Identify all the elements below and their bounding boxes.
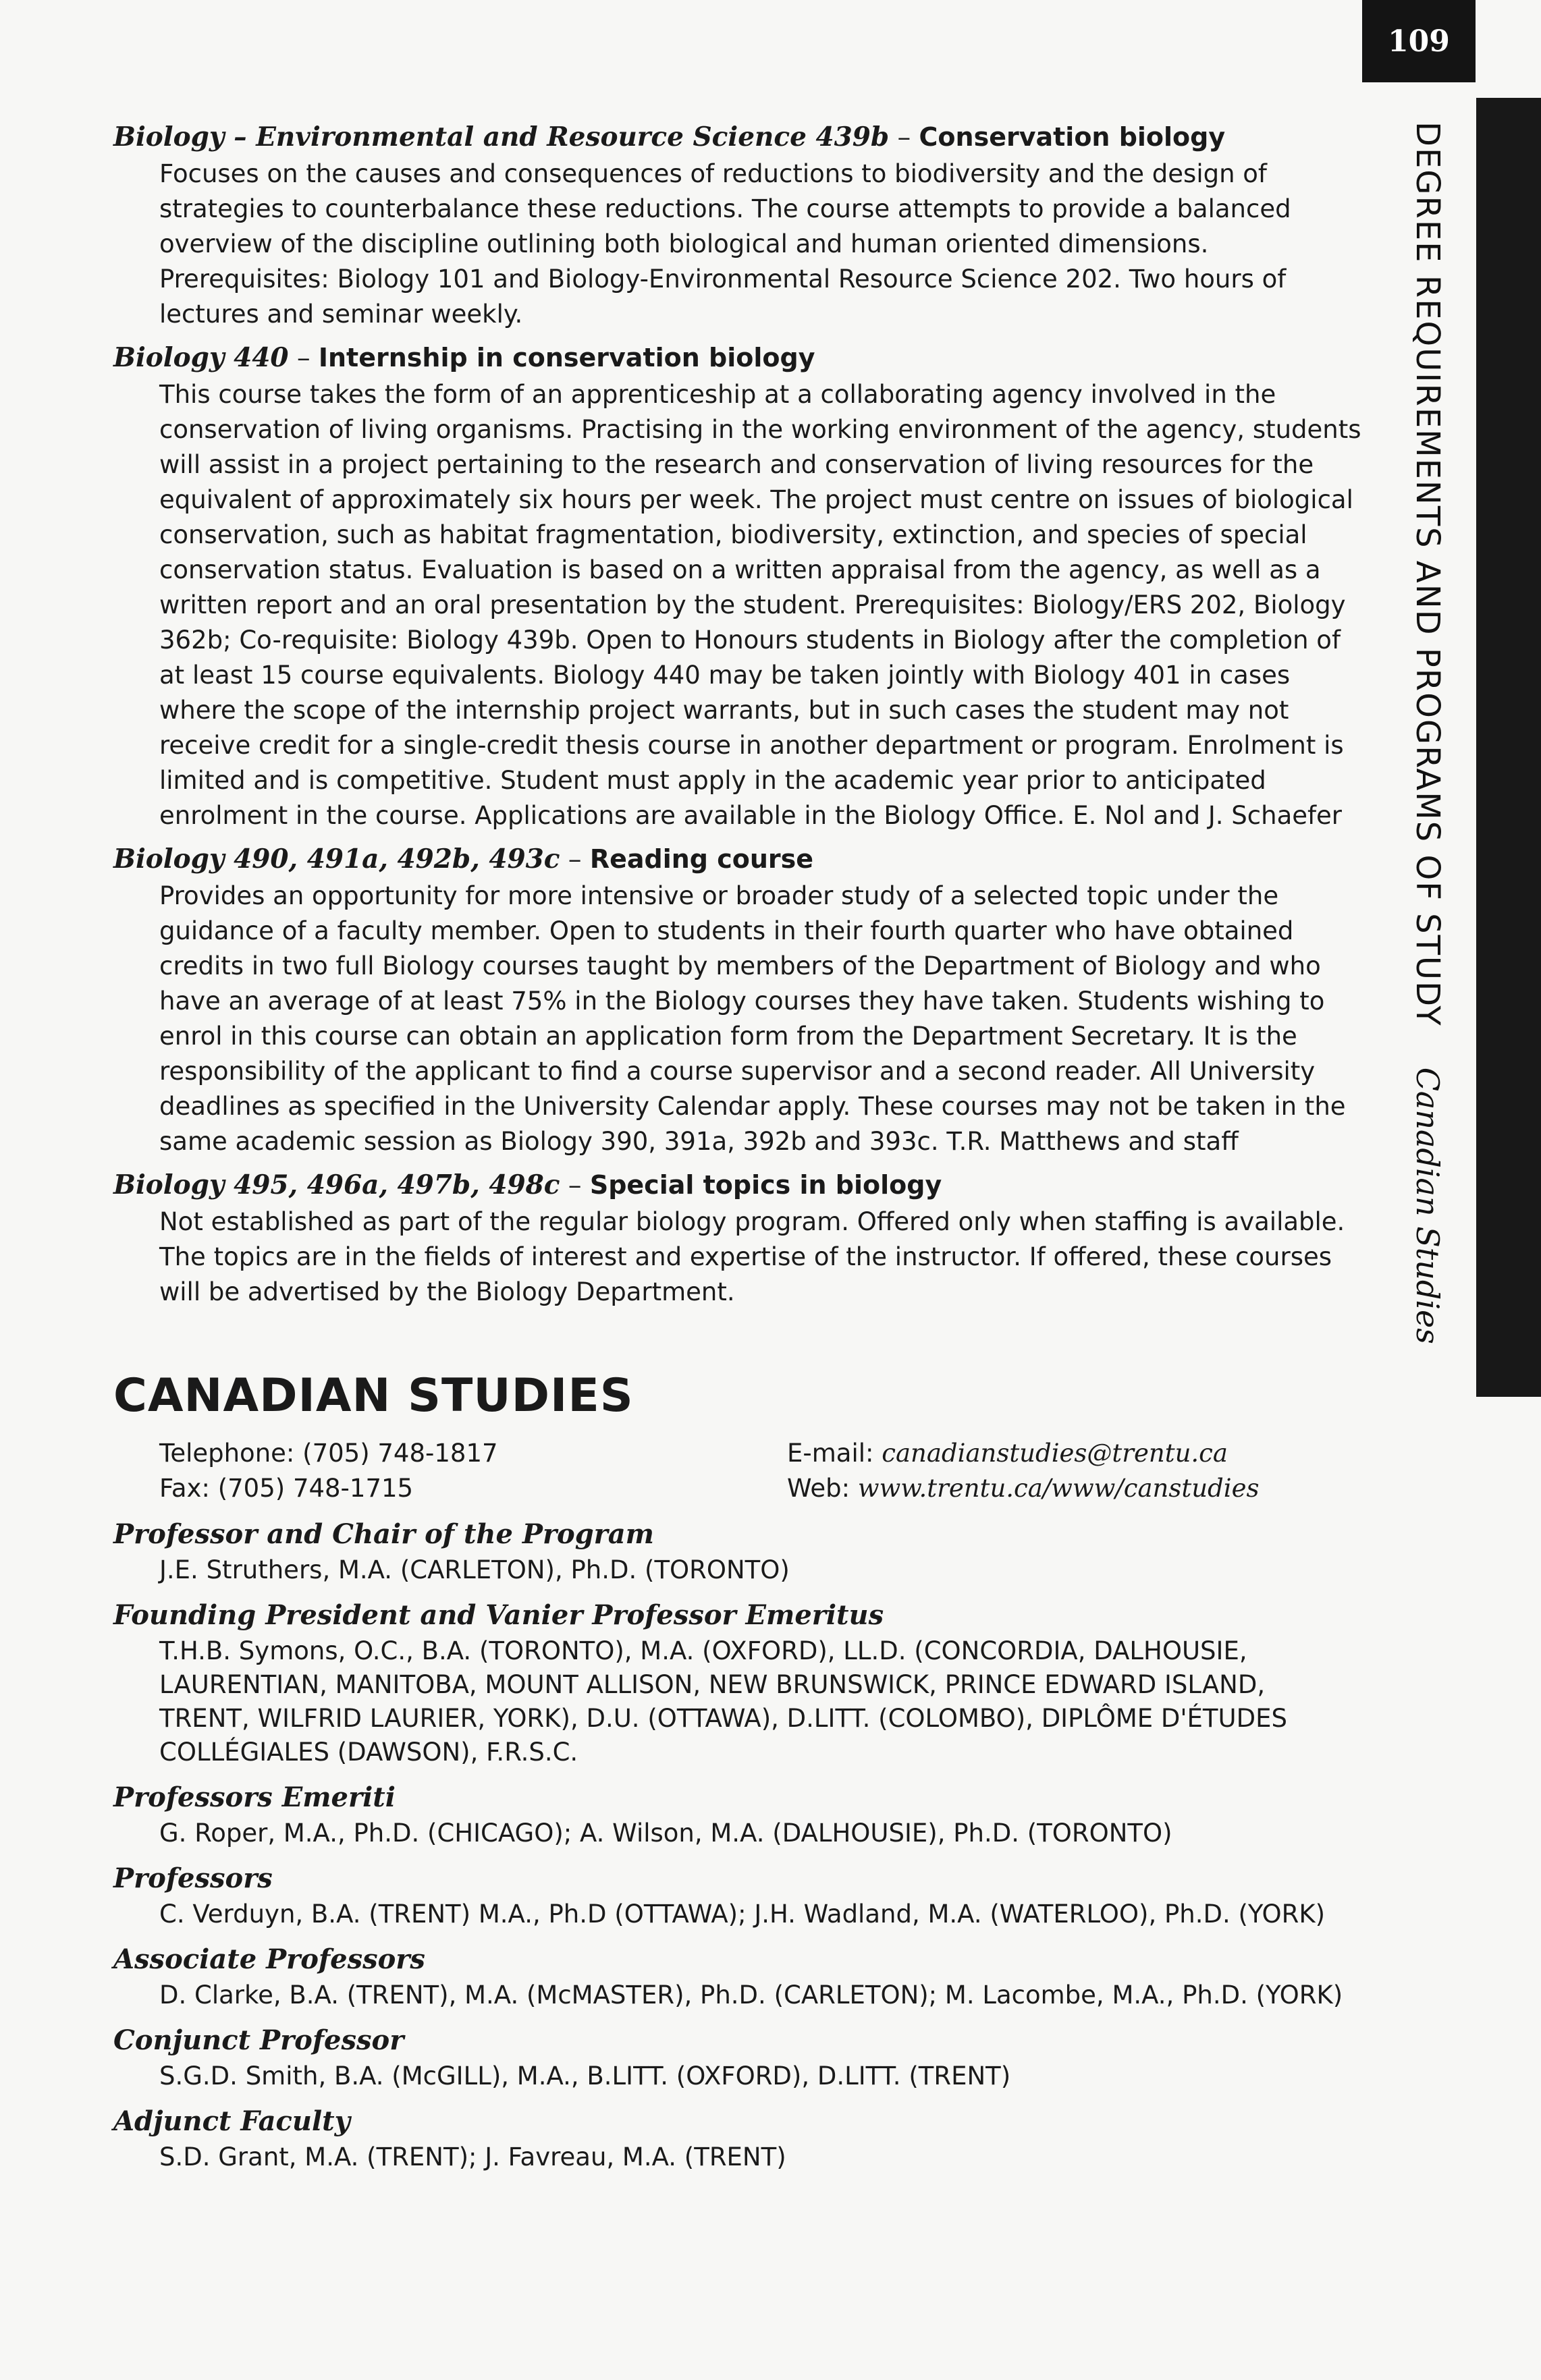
side-running-heading (1394, 121, 1461, 1397)
faculty-role: Professors (113, 1862, 273, 1894)
section-title: CANADIAN STUDIES (113, 1369, 634, 1422)
side-heading-subtitle: Canadian Studies (1409, 1067, 1446, 1344)
telephone-value: (705) 748-1817 (302, 1439, 498, 1468)
course-code: Biology – Environmental and Resource Science 439b (113, 121, 890, 153)
email-line (787, 1436, 1347, 1471)
faculty-list (113, 1516, 1362, 2174)
faculty-role: Associate Professors (113, 1943, 425, 1975)
course-title: Reading course (589, 844, 814, 874)
course-heading: Biology – Environmental and Resource Science 439b – Conservation biology (113, 121, 1226, 153)
course-heading: Biology 495, 496a, 497b, 498c – Special topics in biology (113, 1169, 942, 1200)
telephone-label: Telephone: (159, 1439, 295, 1468)
course-description: Provides an opportunity for more intensive or broader study of a selected topic under the guidance of a faculty member. Open to students in their fourth quarter who have obtained credits in two full Biology courses taught by members of the Department of Biology and who have an average of at least 75% in the Biology courses they have taken. Students wishing to enrol in this course can obtain an application form from the Department Secretary. It is the responsibility of the applicant to find a course supervisor and a second reader. All University deadlines as specified in the University Calendar apply. These courses may not be taken in the same academic session as Biology 390, 391a, 392b and 393c. T.R. Matthews and staff (159, 881, 1346, 1156)
telephone-line (159, 1436, 787, 1471)
email-label: E-mail: (787, 1439, 874, 1468)
course-heading: Biology 440 – Internship in conservation biology (113, 342, 815, 373)
course-description: Not established as part of the regular biology program. Offered only when staffing is available. The topics are in the fields of interest and expertise of the instructor. If offered, these courses will be advertised by the Biology Department. (159, 1207, 1345, 1306)
faculty-role: Professor and Chair of the Program (113, 1518, 654, 1550)
web-line (787, 1471, 1347, 1506)
faculty-role: Adjunct Faculty (113, 2105, 350, 2137)
side-tab-bar (1476, 98, 1541, 1397)
contact-info (159, 1436, 1362, 1506)
course-heading: Biology 490, 491a, 492b, 493c – Reading course (113, 843, 814, 875)
course-title: Internship in conservation biology (318, 343, 815, 372)
course-title: Conservation biology (919, 122, 1226, 152)
faculty-people: S.D. Grant, M.A. (TRENT); J. Favreau, M.A. (TRENT) (159, 2142, 786, 2171)
course-title: Special topics in biology (589, 1170, 942, 1200)
fax-line (159, 1471, 787, 1506)
course-code: Biology 490, 491a, 492b, 493c (113, 843, 560, 875)
course-description: Focuses on the causes and consequences of reductions to biodiversity and the design of strategies to counterbalance these reductions. The course attempts to provide a balanced overview of the discipline outlining both biological and human oriented dimensions. Prerequisites: Biology 101 and Biology-Environmental Resource Science 202. Two hours of lectures and seminar weekly. (159, 159, 1291, 329)
faculty-people: C. Verduyn, B.A. (TRENT) M.A., Ph.D (OTTAWA); J.H. Wadland, M.A. (WATERLOO), Ph.D. (YORK) (159, 1900, 1326, 1929)
page-content (113, 118, 1362, 2174)
email-value[interactable]: canadianstudies@trentu.ca (882, 1439, 1228, 1468)
course-description: This course takes the form of an apprenticeship at a collaborating agency involved in the conservation of living organisms. Practising in the working environment of the agency, students will assist in a project pertaining to the research and conservation of living resources for the equivalent of approximately six hours per week. The project must centre on issues of biological conservation, such as habitat fragmentation, biodiversity, extinction, and species of special conservation status. Evaluation is based on a written appraisal from the agency, as well as a written report and an oral presentation by the student. Prerequisites: Biology/ERS 202, Biology 362b; Co-requisite: Biology 439b. Open to Honours students in Biology after the completion of at least 15 course equivalents. Biology 440 may be taken jointly with Biology 401 in cases where the scope of the internship project warrants, but in such cases the student may not receive credit for a single-credit thesis course in another department or program. Enrolment is limited and is competitive. Student must apply in the academic year prior to anticipated enrolment in the course. Applications are available in the Biology Office. E. Nol and J. Schaefer (159, 380, 1361, 830)
course-entry (113, 840, 1362, 1159)
web-value[interactable]: www.trentu.ca/www/canstudies (857, 1474, 1260, 1503)
faculty-people: G. Roper, M.A., Ph.D. (CHICAGO); A. Wilson, M.A. (DALHOUSIE), Ph.D. (TORONTO) (159, 1819, 1172, 1848)
faculty-people: J.E. Struthers, M.A. (CARLETON), Ph.D. (TORONTO) (159, 1555, 790, 1584)
fax-value: (705) 748-1715 (217, 1474, 414, 1503)
web-label: Web: (787, 1474, 850, 1503)
page-number: 109 (1362, 0, 1476, 82)
course-code: Biology 495, 496a, 497b, 498c (113, 1169, 560, 1200)
faculty-role: Conjunct Professor (113, 2024, 404, 2056)
faculty-people: S.G.D. Smith, B.A. (McGILL), M.A., B.LITT. (OXFORD), D.LITT. (TRENT) (159, 2061, 1011, 2091)
faculty-role: Founding President and Vanier Professor Emeritus (113, 1599, 884, 1631)
faculty-people: D. Clarke, B.A. (TRENT), M.A. (McMASTER), Ph.D. (CARLETON); M. Lacombe, M.A., Ph.D. (YORK) (159, 1981, 1343, 2010)
fax-label: Fax: (159, 1474, 210, 1503)
faculty-people: T.H.B. Symons, O.C., B.A. (TORONTO), M.A. (OXFORD), LL.D. (CONCORDIA, DALHOUSIE, LAURENTIAN, MANITOBA, MOUNT ALLISON, NEW BRUNSWICK, PRINCE EDWARD ISLAND, TRENT, WILFRID LAURIER, YORK), D.U. (OTTAWA), D.LITT. (COLOMBO), DIPLÔME D'ÉTUDES COLLÉGIALES (DAWSON), F.R.S.C. (159, 1636, 1287, 1767)
side-heading-title: DEGREE REQUIREMENTS AND PROGRAMS OF STUDY (1409, 121, 1447, 1027)
faculty-role: Professors Emeriti (113, 1781, 396, 1813)
course-entry (113, 339, 1362, 833)
course-entry (113, 118, 1362, 332)
course-entry (113, 1166, 1362, 1310)
course-code: Biology 440 (113, 342, 289, 373)
